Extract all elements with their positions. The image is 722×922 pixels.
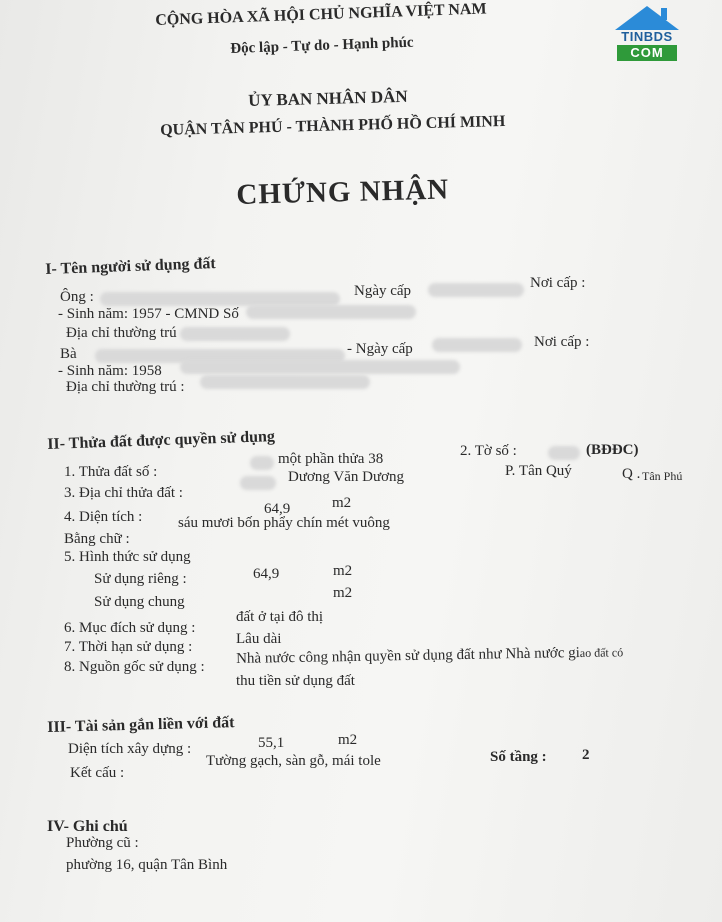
nation-title: CỘNG HÒA XÃ HỘI CHỦ NGHĨA VIỆT NAM [155,0,487,29]
chung-unit: m2 [333,585,353,601]
so-tang-label: Số tầng : [490,749,547,765]
redacted-parcel-number [250,456,274,470]
xay-dung-value: 55,1 [258,735,285,751]
bang-chu-label: Bằng chữ : [64,531,130,547]
ngay-cap-label-1: Ngày cấp [354,283,412,299]
phuong-cu-label: Phường cũ : [66,835,139,851]
xay-dung-unit: m2 [338,732,358,748]
noi-cap-label-2: Nơi cấp : [534,334,590,350]
section2-heading: II- Thửa đất được quyền sử dụng [47,428,276,453]
committee-title: ỦY BAN NHÂN DÂN [247,86,408,110]
rieng-label: Sử dụng riêng : [94,571,187,587]
nguon-goc-text-main: Nhà nước công nhận quyền sử dụng đất như Nhà nước gi [236,645,580,667]
redacted-issue-date-1 [428,283,524,297]
dien-tich-label: 4. Diện tích : [64,509,143,525]
redacted-spouse-id [180,360,460,374]
redacted-address-1 [180,327,290,341]
to-so-suffix: (BĐĐC) [586,442,639,458]
page-title: CHỨNG NHẬN [236,173,450,211]
house-roof-icon [615,6,679,30]
redacted-issue-date-2 [432,338,522,352]
rieng-value: 64,9 [253,566,280,582]
thua-value: một phần thửa 38 [278,451,384,467]
noi-cap-label-1: Nơi cấp : [530,275,586,291]
ket-cau-value: Tường gạch, sàn gỗ, mái tole [206,753,381,769]
redacted-owner-name [100,292,340,306]
dia-chi-thua-label: 3. Địa chỉ thửa đất : [64,485,183,501]
rieng-unit: m2 [333,563,353,579]
thoi-han-label: 7. Thời hạn sử dụng : [64,639,193,655]
section1-heading: I- Tên người sử dụng đất [45,255,216,278]
to-so-label: 2. Tờ số : [460,443,517,459]
thua-label: 1. Thửa đất số : [64,464,158,480]
redacted-map-sheet-number [548,446,580,460]
ba-label: Bà [60,346,77,362]
sinh-nam-2: - Sinh năm: 1958 [58,363,162,379]
watermark-logo [615,6,679,64]
dia-chi-ward: P. Tân Quý [505,463,572,479]
motto: Độc lập - Tự do - Hạnh phúc [230,34,414,57]
house-chimney-icon [661,8,667,20]
nguon-goc-label: 8. Nguồn gốc sử dụng : [64,659,205,675]
nguon-goc-text-small: ao đất có [579,645,624,660]
dia-chi-street: Dương Văn Dương [288,469,405,485]
dien-tich-unit: m2 [332,495,352,511]
nguon-goc-value-1 [236,643,623,668]
redacted-address-2 [200,375,370,389]
section3-heading: III- Tài sản gắn liền với đất [47,714,235,736]
xay-dung-label: Diện tích xây dựng : [68,741,192,757]
chung-label: Sử dụng chung [94,594,185,610]
nguon-goc-value-2: thu tiền sử dụng đất [236,673,355,689]
muc-dich-value: đất ở tại đô thị [236,609,324,625]
watermark-bottom-text: COM [617,45,677,61]
dia-chi-label-2: Địa chỉ thường trú : [66,379,185,395]
redacted-house-number [240,476,276,490]
sinh-nam-1: - Sinh năm: 1957 - CMND Số [58,306,239,322]
dia-chi-label-1: Địa chỉ thường trú [66,325,177,341]
section4-heading: IV- Ghi chú [47,818,128,835]
ong-label: Ông : [60,289,94,305]
so-tang-value: 2 [582,747,590,763]
hinh-thuc-label: 5. Hình thức sử dụng [64,549,191,565]
watermark-top-text: TINBDS [621,29,673,44]
bang-chu-value: sáu mươi bốn phẩy chín mét vuông [178,515,390,531]
ngay-cap-label-2: - Ngày cấp [347,341,413,357]
phuong-cu-value: phường 16, quận Tân Bình [66,857,228,873]
dia-chi-district: Tân Phú [642,469,683,483]
ket-cau-label: Kết cấu : [70,765,125,781]
district-title: QUẬN TÂN PHÚ - THÀNH PHỐ HỒ CHÍ MINH [160,112,506,139]
redacted-id-number [246,305,416,319]
dien-tich-value: 64,9 [264,501,291,517]
thoi-han-value: Lâu dài [236,631,282,647]
dia-chi-district-prefix: Q . [622,466,641,482]
muc-dich-label: 6. Mục đích sử dụng : [64,620,196,636]
